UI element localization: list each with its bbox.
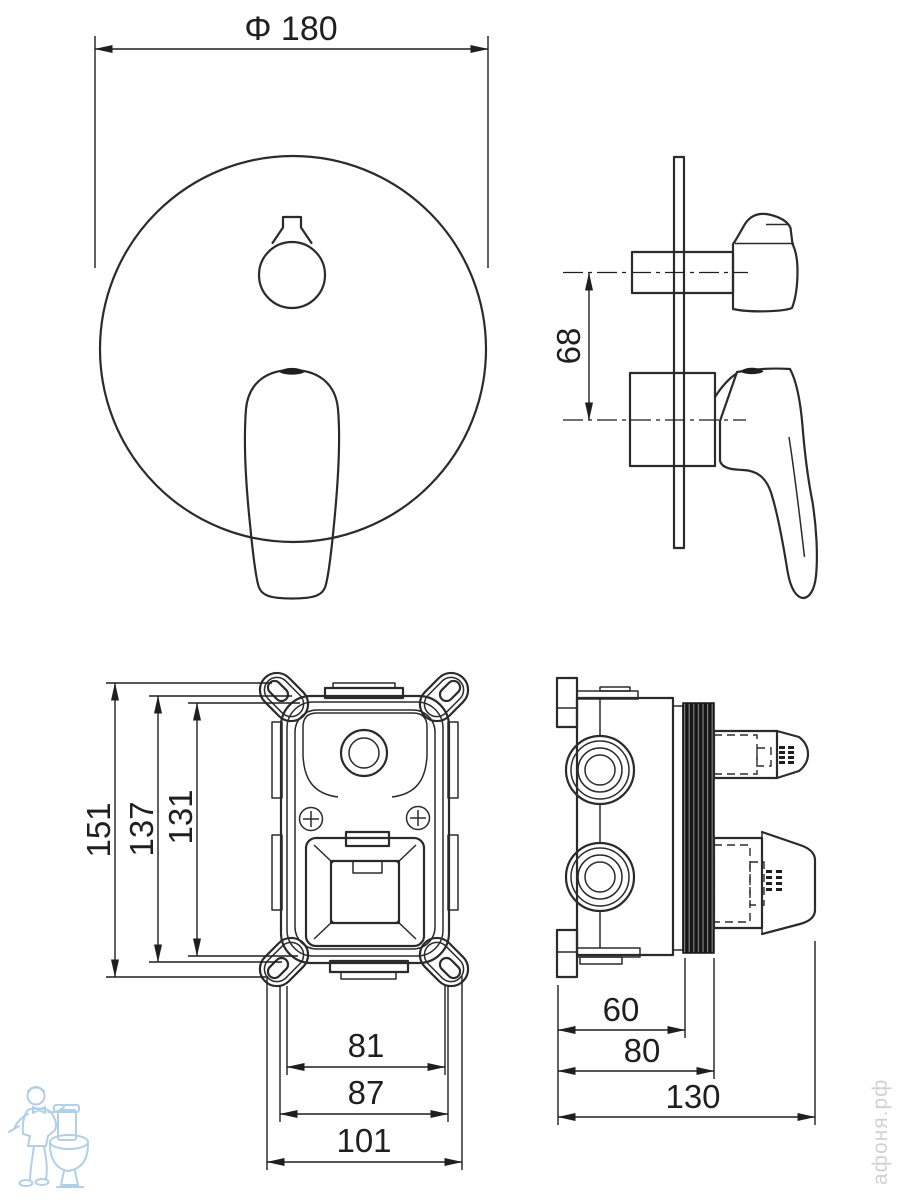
thread-hatch	[779, 746, 794, 764]
threaded-collar	[683, 703, 714, 953]
plumber-mascot-icon	[9, 1087, 88, 1187]
watermark-logo	[9, 1087, 88, 1187]
diverter-spout	[273, 217, 312, 243]
front-view-trim	[95, 10, 488, 599]
side-view-trim	[550, 157, 817, 598]
collar-base	[673, 706, 683, 950]
screw-left	[300, 808, 323, 831]
lever-tip-mark	[280, 368, 305, 375]
dim-label-130: 130	[665, 1078, 721, 1115]
plumber-leg	[30, 1146, 34, 1180]
wall-plate	[674, 157, 684, 548]
cartridge-opening	[306, 832, 424, 946]
faceplate-circle	[100, 156, 486, 542]
shoe	[20, 1180, 33, 1186]
dim-width-81	[287, 986, 445, 1075]
dim-label-137: 137	[123, 801, 160, 857]
thread-hatch	[766, 870, 782, 891]
dim-label-131: 131	[162, 789, 199, 845]
diverter-knob-side	[733, 214, 798, 311]
dim-height-131	[162, 703, 300, 956]
valve-outlet-side	[714, 832, 815, 934]
dim-label-60: 60	[602, 991, 640, 1028]
dim-label-diameter: Φ 180	[244, 10, 338, 48]
dim-diameter-180	[95, 10, 488, 268]
plumber-leg	[44, 1146, 47, 1179]
dim-label-101: 101	[336, 1122, 392, 1159]
lever-handle-front	[245, 368, 339, 599]
dim-height-137	[123, 696, 292, 962]
dim-depth-130	[558, 941, 815, 1125]
lever-contour-line	[789, 437, 805, 557]
dim-width-101	[267, 976, 462, 1170]
inner-panel	[303, 713, 427, 797]
lever-handle-side	[715, 368, 817, 598]
dim-spacing-68	[550, 273, 589, 420]
dim-label-151: 151	[80, 802, 117, 858]
shoe	[36, 1179, 49, 1185]
flange-tab-top	[557, 678, 577, 727]
box-top-tab-step	[333, 683, 395, 688]
diverter-outlet-side	[714, 731, 808, 778]
side-view-rough-in-box	[557, 678, 815, 1125]
front-view-rough-in-box	[80, 666, 475, 1170]
top-port	[341, 730, 387, 776]
toilet-seat	[50, 1135, 88, 1149]
diverter-knob-front	[259, 217, 325, 308]
dim-label-80: 80	[623, 1032, 661, 1069]
dim-label-68: 68	[550, 327, 587, 365]
dim-label-87: 87	[347, 1074, 385, 1111]
watermark-site-text: афоня.рф	[869, 1078, 892, 1185]
screw-right	[407, 807, 430, 830]
dim-label-81: 81	[347, 1027, 385, 1064]
flange-tab-bottom	[557, 930, 577, 977]
